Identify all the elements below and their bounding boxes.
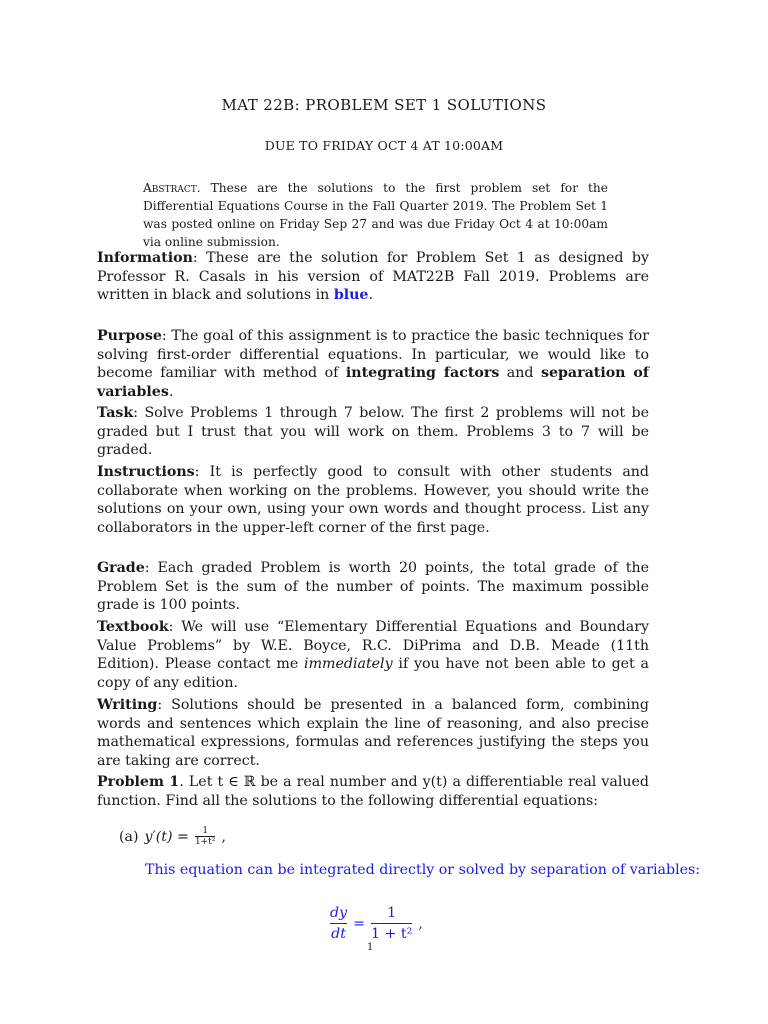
instructions-paragraph	[97, 463, 649, 537]
purpose-end: .	[168, 383, 174, 400]
textbook-text: : We will use “Elementary Differential Equations and Boundary Value Problems” by W.E. Boyce, R.C. DiPrima and D.B. Meade (11th Edition). Please contact me	[97, 619, 649, 673]
item-a-end: ,	[221, 828, 226, 845]
problem-1-paragraph	[97, 773, 649, 810]
information-text: : These are the solution for Problem Set 1 as designed by Professor R. Casals in his version of MAT22B Fall 2019. Problems are written in black and solutions in	[97, 250, 649, 304]
abstract-text: These are the solutions to the first problem set for the Differential Equations Course in the Fall Quarter 2019. The Problem Set 1 was posted online on Friday Sep 27 and was due Friday Oct 4 at 10:00am via online submission.	[143, 181, 608, 249]
abstract-label: Abstract.	[143, 181, 201, 195]
information-end: .	[368, 287, 373, 304]
problem-1-text: . Let t ∈ ℝ be a real number and y(t) a differentiable real valued function. Find all the solutions to the following differential equations:	[97, 774, 650, 809]
instructions-label: Instructions	[97, 464, 195, 480]
information-blue-word: blue	[333, 287, 369, 304]
information-paragraph	[97, 249, 649, 305]
fraction-bar	[330, 923, 347, 924]
writing-text: : Solutions should be presented in a balanced form, combining words and sentences which explain the line of reasoning, and also precise mathematical expressions, formulas and references justifying the steps you are taking are correct.	[97, 697, 649, 769]
page-number: 1	[367, 942, 374, 953]
purpose-bold-separation: separation of variables	[97, 365, 649, 400]
task-label: Task	[97, 405, 134, 421]
instructions-text: : It is perfectly good to consult with other students and collaborate when working on the problems. However, you should write the solutions on your own, using your own words and thought process. List any collaborators in the upper-left corner of the first page.	[97, 464, 649, 536]
equation-right-numerator: 1	[387, 905, 397, 921]
equation-equals: =	[353, 915, 365, 932]
grade-paragraph	[97, 559, 649, 615]
task-text: : Solve Problems 1 through 7 below. The first 2 problems will not be graded but I trust that you will work on them. Problems 3 to 7 will be graded.	[97, 405, 649, 459]
equation-left-numerator: dy	[330, 905, 348, 921]
purpose-mid: and	[499, 365, 541, 382]
purpose-paragraph	[97, 327, 649, 401]
fraction-bar	[371, 923, 412, 924]
item-a-denominator: 1+t²	[194, 837, 216, 847]
grade-label: Grade	[97, 560, 145, 576]
item-a-label: (a)	[119, 828, 139, 845]
textbook-italic: immediately	[304, 656, 393, 673]
item-a-fraction	[195, 826, 216, 847]
purpose-bold-integrating-factors: integrating factors	[345, 365, 500, 382]
textbook-end: if you have not been able to get a copy of any edition.	[97, 656, 650, 691]
equation-left-fraction	[330, 904, 347, 943]
purpose-label: Purpose	[97, 328, 162, 344]
information-label: Information	[97, 250, 193, 266]
writing-label: Writing	[97, 697, 158, 713]
equation-right-fraction	[371, 904, 412, 943]
textbook-label: Textbook	[97, 619, 169, 635]
problem-1-label: Problem 1	[97, 774, 180, 790]
writing-paragraph	[97, 696, 649, 770]
equation-end: ,	[418, 915, 423, 932]
item-a-numerator: 1	[202, 826, 209, 836]
grade-text: : Each graded Problem is worth 20 points, the total grade of the Problem Set is the sum of the number of points. The maximum possible grade is 100 points.	[97, 560, 649, 614]
abstract	[143, 179, 608, 251]
due-date: DUE TO FRIDAY OCT 4 AT 10:00AM	[264, 138, 504, 153]
purpose-text: : The goal of this assignment is to practice the basic techniques for solving first-order differential equations. In particular, we would like to become familiar with method of	[97, 328, 649, 382]
textbook-paragraph	[97, 618, 649, 692]
document-title: MAT 22B: PROBLEM SET 1 SOLUTIONS	[221, 96, 547, 114]
item-a-lhs: y′(t) =	[144, 828, 189, 845]
equation-left-denominator: dt	[331, 926, 346, 942]
solution-equation	[330, 904, 423, 943]
task-paragraph	[97, 404, 649, 460]
solution-intro: This equation can be integrated directly or solved by separation of variables:	[145, 862, 701, 878]
problem-1-item-a	[119, 826, 226, 847]
equation-right-denominator: 1 + t²	[371, 926, 413, 942]
